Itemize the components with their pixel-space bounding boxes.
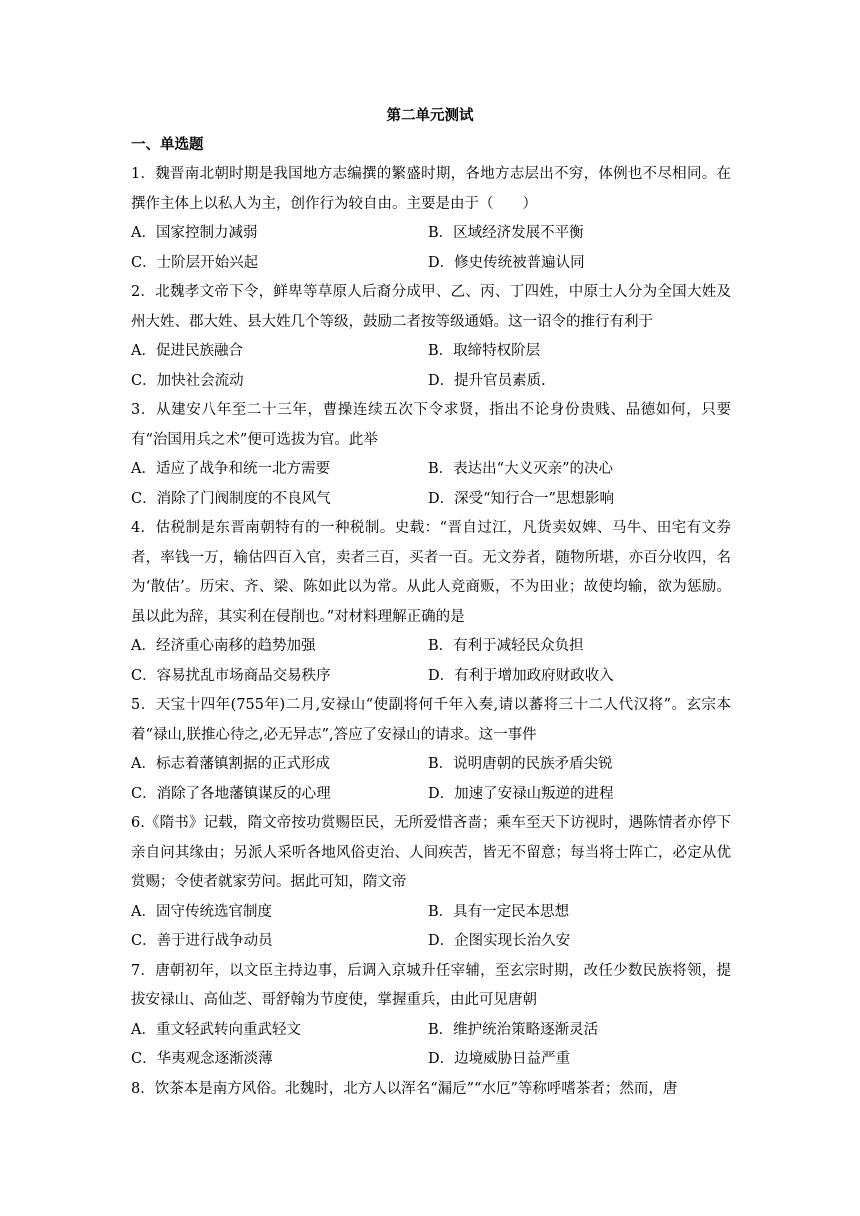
page-title: 第二单元测试 [386, 108, 474, 124]
option-d: D．边境威胁日益严重 [428, 1051, 571, 1067]
question-stem: 2．北魏孝文帝下令，鲜卑等草原人后裔分成甲、乙、丙、丁四姓，中原士人分为全国大姓及州大姓、郡大姓、县大姓几个等级，鼓励二者按等级通婚。这一诏令的推行有利于 [131, 284, 731, 330]
question-8 [131, 1075, 731, 1105]
option-b: B．区域经济发展不平衡 [428, 225, 584, 241]
options-row [131, 1016, 731, 1046]
question-6 [131, 809, 731, 957]
option-d: D．提升官员素质. [428, 372, 546, 389]
option-b: B．有利于减轻民众负担 [428, 638, 584, 654]
options-row [131, 750, 731, 780]
options-row [131, 219, 731, 249]
option-c: C．善于进行战争动员 [131, 933, 273, 949]
option-a: A．经济重心南移的趋势加强 [131, 638, 316, 654]
option-a: A．国家控制力减弱 [131, 225, 258, 241]
options-row [131, 485, 731, 515]
options-row [131, 455, 731, 485]
question-stem: 4．估税制是东晋南朝特有的一种税制。史载：“晋自过江，凡货卖奴婢、马牛、田宅有文券者，率钱一万，输估四百入官，卖者三百，买者一百。无文券者，随物所堪，亦百分收四，名为‘散估’。历宋、齐、梁、陈如此以为常。从此人竞商贩，不为田业；故使均输，欲为惩励。虽以此为辞，其实利在侵削也。”对材料理解正确的是 [131, 520, 731, 625]
option-b: B．维护统治策略逐渐灵活 [428, 1021, 599, 1038]
option-a: A．促进民族融合 [131, 343, 243, 359]
options-row [131, 780, 731, 810]
option-d: D．有利于增加政府财政收入 [428, 667, 614, 684]
options-row [131, 1045, 731, 1075]
question-4 [131, 514, 731, 691]
option-a: A．固守传统选官制度 [131, 903, 272, 920]
option-d: D．加速了安禄山叛逆的进程 [428, 785, 614, 802]
option-a: A．适应了战争和统一北方需要 [131, 461, 330, 477]
option-c: C．加快社会流动 [131, 372, 244, 389]
options-row [131, 927, 731, 957]
options-row [131, 632, 731, 662]
option-a: A．标志着藩镇割据的正式形成 [131, 756, 330, 772]
option-b: B．具有一定民本思想 [428, 903, 570, 920]
option-d: D．深受“知行合一”思想影响 [428, 490, 614, 507]
option-b: B．表达出“大义灭亲”的决心 [428, 461, 613, 477]
option-d: D．修史传统被普遍认同 [428, 254, 585, 271]
option-d: D．企图实现长治久安 [428, 933, 571, 949]
question-3 [131, 396, 731, 514]
question-stem: 6.《隋书》记载，隋文帝按功赏赐臣民，无所爱惜吝啬；乘车至天下访视时，遇陈情者亦停下亲自问其缘由；另派人采听各地风俗吏治、人间疾苦，皆无不留意；每当将士阵亡，必定从优赏赐；令使者就家劳问。据此可知，隋文帝 [131, 815, 731, 890]
question-stem: 5．天宝十四年(755年)二月,安禄山“使副将何千年入奏,请以蕃将三十二人代汉将”。玄宗本着“禄山,朕推心待之,必无异志”,答应了安禄山的请求。这一事件 [131, 697, 731, 743]
options-row [131, 898, 731, 928]
question-stem: 7．唐朝初年，以文臣主持边事，后调入京城升任宰辅，至玄宗时期，改任少数民族将领，提拔安禄山、高仙芝、哥舒翰为节度使，掌握重兵，由此可见唐朝 [131, 962, 731, 1008]
question-stem: 1．魏晋南北朝时期是我国地方志编撰的繁盛时期，各地方志层出不穷，体例也不尽相同。在撰作主体上以私人为主，创作行为较自由。主要是由于（ ） [131, 166, 731, 212]
question-stem: 3．从建安八年至二十三年，曹操连续五次下令求贤，指出不论身份贵贱、品德如何，只要有“治国用兵之术”便可选拔为官。此举 [131, 402, 731, 448]
option-c: C．容易扰乱市场商品交易秩序 [131, 667, 331, 684]
question-stem: 8．饮茶本是南方风俗。北魏时，北方人以浑名“漏卮”“水厄”等称呼嗜茶者；然而，唐 [131, 1080, 678, 1097]
question-7 [131, 957, 731, 1075]
option-b: B．取缔特权阶层 [428, 343, 541, 359]
option-c: C．消除了各地藩镇谋反的心理 [131, 785, 331, 802]
question-5 [131, 691, 731, 809]
option-c: C．士阶层开始兴起 [131, 254, 259, 271]
option-a: A．重文轻武转向重武轻文 [131, 1021, 301, 1038]
options-row [131, 662, 731, 692]
options-row [131, 249, 731, 279]
options-row [131, 337, 731, 367]
question-1 [131, 160, 731, 278]
question-2 [131, 278, 731, 396]
question-list [131, 160, 731, 1104]
section-heading: 一、单选题 [131, 137, 204, 153]
option-b: B．说明唐朝的民族矛盾尖锐 [428, 756, 613, 772]
options-row [131, 367, 731, 397]
option-c: C．华夷观念逐渐淡薄 [131, 1051, 273, 1067]
option-c: C．消除了门阀制度的不良风气 [131, 490, 331, 507]
